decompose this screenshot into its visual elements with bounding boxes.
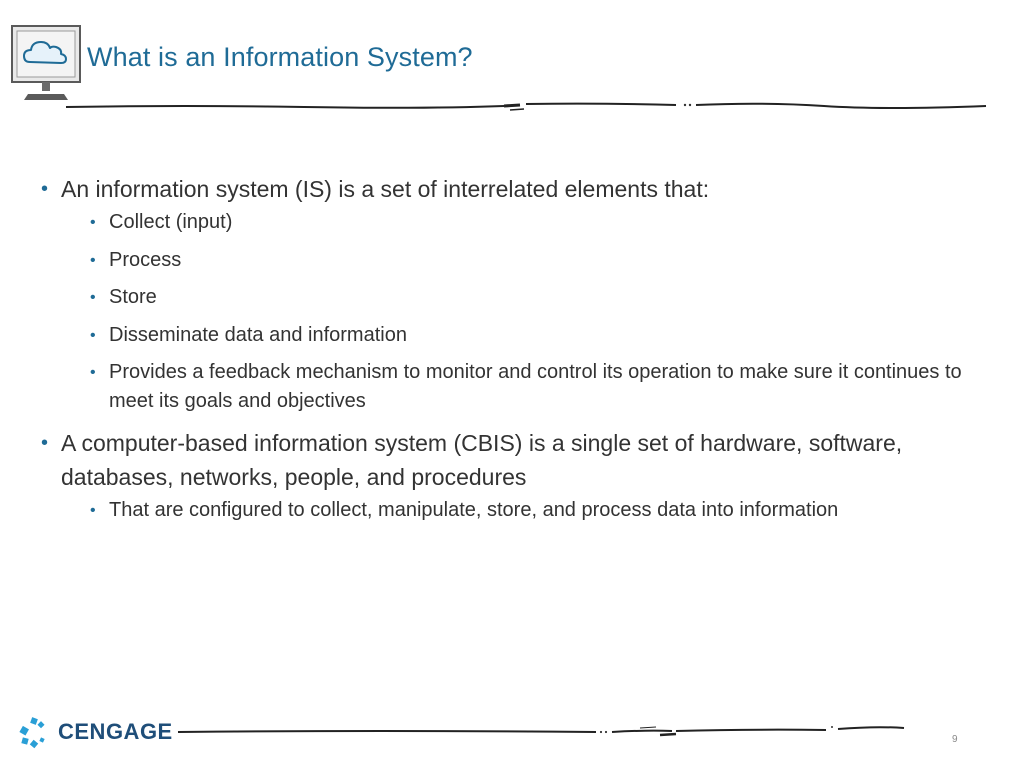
cengage-logo-mark-icon (18, 717, 50, 749)
bullet-text: A computer-based information system (CBIS) is a single set of hardware, software, databases, networks, people, and procedures (61, 430, 903, 490)
bullet-dot-icon: • (90, 364, 96, 381)
sub-bullet-text: That are configured to collect, manipulate, store, and process data into information (109, 499, 839, 521)
list-item (87, 208, 988, 237)
bullet-content (38, 172, 988, 534)
cloud-monitor-icon (8, 22, 84, 104)
list-item (87, 321, 988, 350)
page-number: 9 (952, 734, 958, 745)
bullet-dot-icon: • (41, 178, 49, 200)
header-divider (64, 96, 988, 116)
list-item (87, 496, 988, 525)
bullet-dot-icon: • (90, 251, 96, 269)
sub-bullet-list (61, 208, 988, 416)
bullet-text: An information system (IS) is a set of interrelated elements that: (61, 176, 710, 202)
sub-bullet-list (61, 496, 988, 525)
bullet-list (38, 172, 988, 525)
cengage-logo (18, 715, 173, 751)
sub-bullet-text: Store (109, 286, 157, 308)
list-item (38, 426, 988, 525)
list-item (87, 358, 988, 416)
sub-bullet-text: Provides a feedback mechanism to monitor and control its operation to make sure it continues to meet its goals and objectives (109, 361, 962, 412)
sub-bullet-text: Process (109, 248, 182, 271)
logo-text: CENGAGE (58, 719, 173, 744)
bullet-dot-icon: • (90, 326, 96, 344)
list-item (38, 172, 988, 416)
sub-bullet-text: Disseminate data and information (109, 323, 407, 346)
slide-title: What is an Information System? (87, 42, 473, 72)
bullet-dot-icon: • (90, 289, 96, 306)
bullet-dot-icon: • (41, 432, 49, 454)
bullet-dot-icon: • (90, 502, 96, 519)
footer-divider (176, 722, 906, 738)
bullet-dot-icon: • (90, 214, 96, 231)
list-item (87, 283, 988, 312)
list-item (87, 246, 988, 275)
sub-bullet-text: Collect (input) (109, 211, 233, 233)
